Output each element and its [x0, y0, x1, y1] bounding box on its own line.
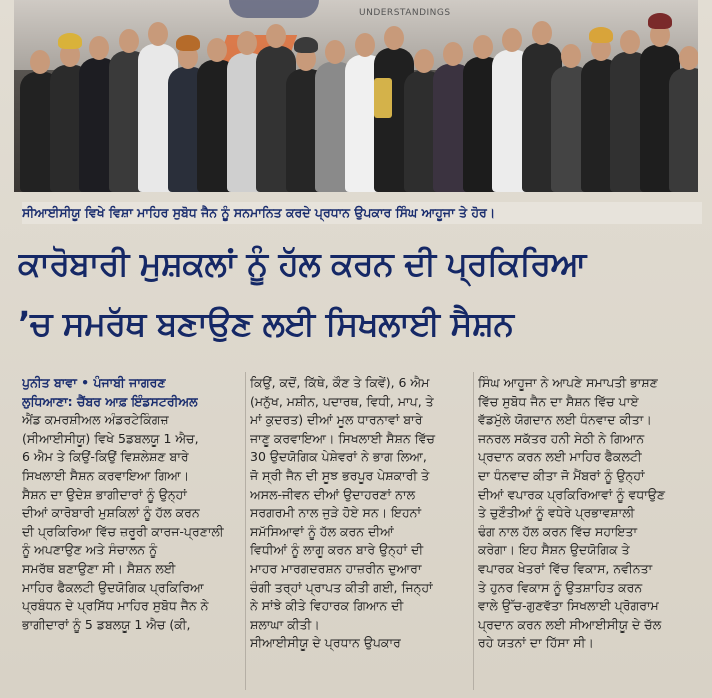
photo-person-head — [30, 50, 50, 74]
article-line: ਸਿੰਘ ਆਹੂਜਾ ਨੇ ਆਪਣੇ ਸਮਾਪਤੀ ਭਾਸ਼ਣ — [478, 375, 658, 390]
article-line: ਸ਼ਲਾਘਾ ਕੀਤੀ। — [250, 616, 320, 632]
article-line: ਵੱਡਮੁੱਲੇ ਯੋਗਦਾਨ ਲਈ ਧੰਨਵਾਦ ਕੀਤਾ। — [478, 412, 652, 428]
article-line: (ਮਨੁੱਖ, ਮਸ਼ੀਨ, ਪਦਾਰਥ, ਵਿਧੀ, ਮਾਪ, ਤੇ — [250, 393, 434, 409]
article-line: ਜਨਰਲ ਸਕੱਤਰ ਹਨੀ ਸੇਠੀ ਨੇ ਗਿਆਨ — [478, 430, 645, 446]
article-line: ਦੀਆਂ ਕਾਰੋਬਾਰੀ ਮੁਸ਼ਕਿਲਾਂ ਨੂੰ ਹੱਲ ਕਰਨ — [22, 505, 200, 521]
article-line: ਨੇ ਸਾਂਝੇ ਕੀਤੇ ਵਿਹਾਰਕ ਗਿਆਨ ਦੀ — [250, 598, 404, 614]
photo-memento-award — [374, 78, 392, 118]
article-line: ਲੁਧਿਆਣਾ: ਚੈਂਬਰ ਆਫ਼ ਇੰਡਸਟਰੀਅਲ — [22, 393, 198, 409]
article-line: ਵਪਾਰਕ ਖੇਤਰਾਂ ਵਿੱਚ ਵਿਕਾਸ, ਨਵੀਨਤਾ — [478, 560, 653, 576]
photo-person-head — [325, 40, 345, 64]
photo-turban — [176, 35, 200, 51]
article-line: ਤੇ ਹੁਨਰ ਵਿਕਾਸ ਨੂੰ ਉਤਸ਼ਾਹਿਤ ਕਰਨ — [478, 579, 643, 595]
article-line: ਸਿਖਲਾਈ ਸੈਸ਼ਨ ਕਰਵਾਇਆ ਗਿਆ। — [22, 467, 190, 483]
article-line: ਮਾਂ ਕੁਦਰਤ) ਦੀਆਂ ਮੂਲ ਧਾਰਨਾਵਾਂ ਬਾਰੇ — [250, 412, 423, 428]
photo-person-head — [384, 26, 404, 50]
article-line: ਮਾਹਿਰ ਫੈਕਲਟੀ ਉਦਯੋਗਿਕ ਪ੍ਰਕਿਰਿਆ — [22, 579, 204, 595]
photo-turban — [589, 27, 613, 43]
article-line: ਢੰਗ ਨਾਲ ਹੱਲ ਕਰਨ ਵਿੱਚ ਸਹਾਇਤਾ — [478, 523, 638, 539]
column-2-text — [250, 374, 470, 653]
photo-person-head — [355, 33, 375, 57]
photo-person-head — [266, 24, 286, 48]
article-line: ਨੂੰ ਅਪਣਾਉਣ ਅਤੇ ਸੰਚਾਲਨ ਨੂੰ — [22, 542, 158, 558]
article-line: ਵਾਲੇ ਉੱਚ-ਗੁਣਵੱਤਾ ਸਿਖਲਾਈ ਪ੍ਰੋਗਰਾਮ — [478, 598, 659, 614]
article-line: ਜੋ ਸ੍ਰੀ ਜੈਨ ਦੀ ਸੂਝ ਭਰਪੂਰ ਪੇਸ਼ਕਾਰੀ ਤੇ — [250, 467, 430, 483]
photo-turban — [294, 37, 318, 53]
article-line: ਰਹੇ ਯਤਨਾਂ ਦਾ ਹਿੱਸਾ ਸੀ। — [478, 635, 594, 651]
photo-banner-logo — [229, 0, 319, 18]
photo-person-head — [207, 38, 227, 62]
column-divider — [473, 372, 474, 690]
article-line: ਚੰਗੀ ਤਰ੍ਹਾਂ ਪ੍ਰਾਪਤ ਕੀਤੀ ਗਈ, ਜਿਨ੍ਹਾਂ — [250, 579, 433, 595]
article-line: ਪ੍ਰਬੰਧਨ ਦੇ ਪ੍ਰਸਿੱਧ ਮਾਹਿਰ ਸੁਬੋਧ ਜੈਨ ਨੇ — [22, 598, 209, 614]
photo-person-head — [502, 28, 522, 52]
photo-person — [669, 68, 698, 192]
byline: ਪੁਨੀਤ ਬਾਵਾ • ਪੰਜਾਬੀ ਜਾਗਰਣ — [22, 375, 166, 390]
photo-person-head — [532, 21, 552, 45]
photo-person-head — [414, 49, 434, 73]
article-line: ਵਿਧੀਆਂ ਨੂੰ ਲਾਗੂ ਕਰਨ ਬਾਰੇ ਉਨ੍ਹਾਂ ਦੀ — [250, 542, 424, 558]
article-line: ਸੈਸ਼ਨ ਦਾ ਉਦੇਸ਼ ਭਾਗੀਦਾਰਾਂ ਨੂੰ ਉਨ੍ਹਾਂ — [22, 486, 187, 502]
article-line: ਐਂਡ ਕਮਰਸ਼ੀਅਲ ਅੰਡਰਟੇਕਿੰਗਜ਼ — [22, 412, 169, 428]
article-line: ਦਾ ਧੰਨਵਾਦ ਕੀਤਾ ਜੋ ਮੈਂਬਰਾਂ ਨੂੰ ਉਨ੍ਹਾਂ — [478, 467, 645, 483]
article-line: ਦੀ ਪ੍ਰਕਿਰਿਆ ਵਿੱਚ ਜ਼ਰੂਰੀ ਕਾਰਜ-ਪ੍ਰਣਾਲੀ — [22, 523, 224, 539]
headline-line-2: ’ਚ ਸਮਰੱਥ ਬਣਾਉਣ ਲਈ ਸਿਖਲਾਈ ਸੈਸ਼ਨ — [18, 304, 514, 343]
article-line: ਪ੍ਰਦਾਨ ਕਰਨ ਲਈ ਸੀਆਈਸੀਯੂ ਦੇ ਚੱਲ — [478, 616, 662, 632]
article-line: ਦੀਆਂ ਵਪਾਰਕ ਪ੍ਰਕਿਰਿਆਵਾਂ ਨੂੰ ਵਧਾਉਣ — [478, 486, 665, 502]
article-line: ਤੇ ਚੁਣੌਤੀਆਂ ਨੂੰ ਵਧੇਰੇ ਪ੍ਰਭਾਵਸ਼ਾਲੀ — [478, 505, 635, 521]
photo-person-head — [620, 30, 640, 54]
article-line: ਭਾਗੀਦਾਰਾਂ ਨੂੰ 5 ਡਬਲਯੂ 1 ਐਚ (ਕੀ, — [22, 616, 191, 632]
photo-person-head — [237, 31, 257, 55]
article-line: 30 ਉਦਯੋਗਿਕ ਪੇਸ਼ੇਵਰਾਂ ਨੇ ਭਾਗ ਲਿਆ, — [250, 449, 427, 465]
photo-turban — [648, 13, 672, 29]
article-line: ਸੀਆਈਸੀਯੂ ਦੇ ਪ੍ਰਧਾਨ ਉਪਕਾਰ — [250, 635, 401, 651]
column-1-text — [22, 393, 242, 635]
article-line: ਵਿੱਚ ਸੁਬੋਧ ਜੈਨ ਦਾ ਸੈਸ਼ਨ ਵਿੱਚ ਪਾਏ — [478, 393, 639, 409]
article-line: 6 ਐਮ ਤੇ ਕਿਉਂ-ਕਿਉਂ ਵਿਸ਼ਲੇਸ਼ਣ ਬਾਰੇ — [22, 449, 189, 465]
article-line: ਮਾਹਰ ਮਾਰਗਦਰਸ਼ਨ ਹਾਜ਼ਰੀਨ ਦੁਆਰਾ — [250, 560, 422, 576]
article-line: ਜਾਣੂ ਕਰਵਾਇਆ। ਸਿਖਲਾਈ ਸੈਸ਼ਨ ਵਿੱਚ — [250, 430, 435, 446]
article-column-3 — [478, 374, 702, 692]
article-column-1 — [22, 374, 242, 692]
photo-person-head — [119, 29, 139, 53]
photo-person-head — [561, 44, 581, 68]
photo-caption: ਸੀਆਈਸੀਯੂ ਵਿਖੇ ਵਿਸ਼ਾ ਮਾਹਿਰ ਸੁਬੋਧ ਜੈਨ ਨੂੰ ਸਨਮਾਨਿਤ ਕਰਦੇ ਪ੍ਰਧਾਨ ਉਪਕਾਰ ਸਿੰਘ ਆਹੂਜਾ ਤੇ ਹੋਰ। — [22, 202, 702, 224]
article-line: ਸਮਰੱਥ ਬਣਾਉਣਾ ਸੀ। ਸੈਸ਼ਨ ਲਈ — [22, 560, 176, 576]
article-line: ਅਸਲ-ਜੀਵਨ ਦੀਆਂ ਉਦਾਹਰਣਾਂ ਨਾਲ — [250, 486, 416, 502]
column-3-text — [478, 374, 702, 653]
photo-banner-text: UNDERSTANDINGS — [359, 8, 451, 18]
photo-person-head — [89, 36, 109, 60]
photo-turban — [58, 33, 82, 49]
event-photo — [14, 0, 698, 192]
headline-line-1: ਕਾਰੋਬਾਰੀ ਮੁਸ਼ਕਲਾਂ ਨੂੰ ਹੱਲ ਕਰਨ ਦੀ ਪ੍ਰਕਿਰਿਆ — [18, 244, 586, 283]
photo-person-head — [443, 42, 463, 66]
article-line: ਸਰਗਰਮੀ ਨਾਲ ਜੁੜੇ ਹੋਏ ਸਨ। ਇਹਨਾਂ — [250, 505, 421, 521]
article-column-2 — [250, 374, 470, 692]
column-divider — [245, 372, 246, 690]
photo-person-head — [148, 22, 168, 46]
photo-person-head — [473, 35, 493, 59]
article-line: ਕਰੇਗਾ। ਇਹ ਸੈਸ਼ਨ ਉਦਯੋਗਿਕ ਤੇ — [478, 542, 630, 558]
article-line: ਸਮੱਸਿਆਵਾਂ ਨੂੰ ਹੱਲ ਕਰਨ ਦੀਆਂ — [250, 523, 394, 539]
photo-person-head — [679, 46, 698, 70]
article-line: ਕਿਉਂ, ਕਦੋਂ, ਕਿੱਥੇ, ਕੌਣ ਤੇ ਕਿਵੇਂ), 6 ਐਮ — [250, 375, 430, 390]
article-line: ਪ੍ਰਦਾਨ ਕਰਨ ਲਈ ਮਾਹਿਰ ਫੈਕਲਟੀ — [478, 449, 642, 465]
article-line: (ਸੀਆਈਸੀਯੂ) ਵਿਖੇ 5ਡਬਲਯੂ 1 ਐਚ, — [22, 430, 199, 446]
